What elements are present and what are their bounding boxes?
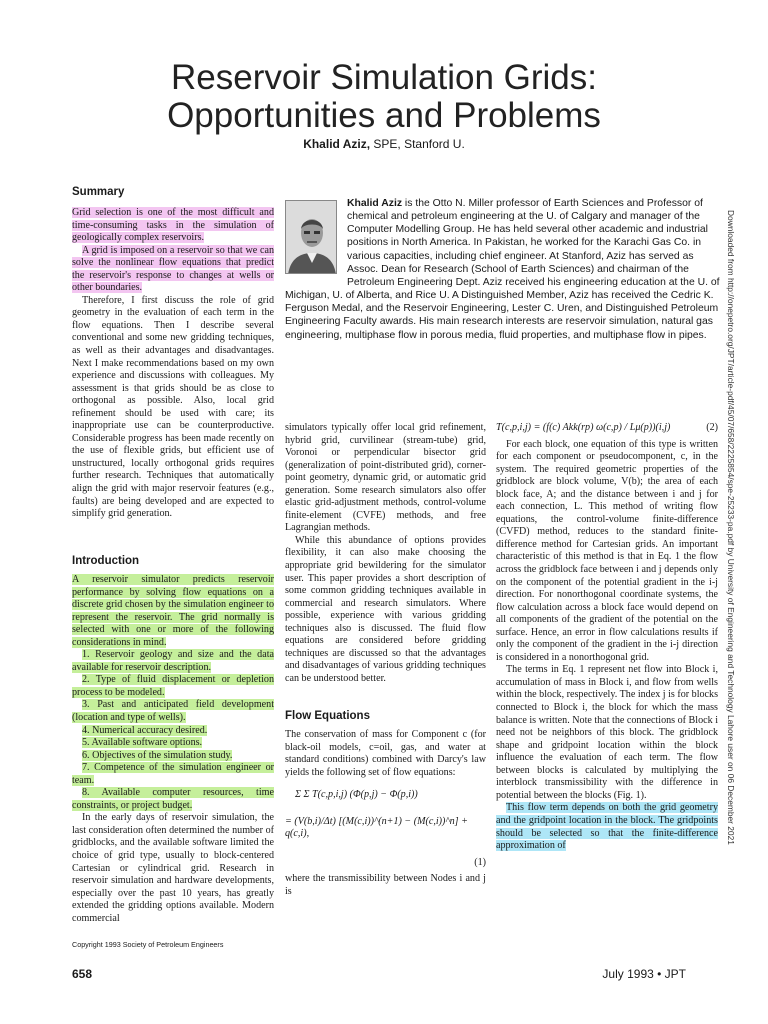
- intro-item-6: 6. Objectives of the simulation study.: [82, 749, 233, 761]
- page-number: 658: [72, 967, 93, 981]
- intro-item-8: 8. Available computer resources, time constraints, or project budget.: [72, 787, 274, 811]
- download-note: Downloaded from http://onepetro.org/JPT/article-pdf/45/07/658/2225854/spe-25233-pa.pdf by University of Engineering and Technology Lahore user on 06 December 2021: [726, 210, 736, 845]
- author-photo: [285, 200, 337, 274]
- byline: [0, 137, 768, 151]
- col2-p1: simulators typically offer local grid refinement, hybrid grid, curvilinear (stream-tube) grid, Voronoi or perpendicular bisector grid (generalization of point-distributed grid), corner-point geometry, dynamic grid, or automatic grid generation. Some research simulators also offer elastic grid-adjustment methods, control-volume finite-element (CVFE) methods, and free Lagrangian methods.: [285, 422, 486, 534]
- bio-name: Khalid Aziz: [347, 198, 403, 209]
- col3-p3: This flow term depends on both the grid geometry and the gridpoint location in the block. The gridpoints should be selected so that the finite-difference approximation of: [496, 802, 718, 852]
- col2-p4: where the transmissibility between Nodes i and j is: [285, 873, 486, 897]
- intro-item-2: 2. Type of fluid displacement or depletion process to be modeled.: [72, 674, 274, 698]
- author-name: Khalid Aziz,: [303, 137, 371, 151]
- intro-item-3: 3. Past and anticipated field development (location and type of wells).: [72, 699, 274, 724]
- intro-item-1: 1. Reservoir geology and size and the data available for reservoir description.: [72, 649, 274, 673]
- copyright: Copyright 1993 Society of Petroleum Engineers: [72, 940, 224, 949]
- column-2: [285, 422, 486, 685]
- intro-item-4: 4. Numerical accuracy desired.: [82, 724, 208, 736]
- introduction-column: [72, 574, 274, 925]
- column-3: [496, 422, 718, 853]
- intro-item-5: 5. Available software options.: [82, 737, 203, 749]
- summary-heading: Summary: [72, 186, 125, 198]
- intro-p2: In the early days of reservoir simulation, the last consideration often determined the number of gridblocks, and the available software limited the choice of grid type, usually to block-centered Cartesian or cylindrical grid. Research in reservoir simulation and hardware developments, especially over the past 10 years, has greatly extended the gridding options available. Modern commercial: [72, 812, 274, 924]
- intro-p1: A reservoir simulator predicts reservoir performance by solving flow equations on a discrete grid chosen by the simulation engineer to represent the reservoir. The grid normally is selected with one or more of the following considerations in mind.: [72, 574, 274, 648]
- summary-column: [72, 207, 274, 521]
- issue-label: July 1993 • JPT: [602, 967, 686, 981]
- col3-p2: The terms in Eq. 1 represent net flow into Block i, accumulation of mass in Block i, and flow from wells within the block, respectively. The index j is for blocks connected to Block i, the block for which the mass balance is written. Note that the connections of Block i need not be neighbors of this block. The gridblock shape and gridpoint location within the block influence the evaluation of each term. The flow between blocks is calculated by multiplying the interblock transmissibility with the difference in potential between the blocks (Fig. 1).: [496, 664, 719, 801]
- equation-2: T(c,p,i,j) = (f(c) Akk(rp) ω(c,p) / Lμ(p))(i,j): [496, 422, 671, 433]
- equation-1-rhs: = (V(b,i)/Δt) [(M(c,i))^(n+1) − (M(c,i))^n] + q(c,i),: [285, 815, 468, 840]
- title-line-1: Reservoir Simulation Grids:: [171, 58, 597, 97]
- intro-item-7: 7. Competence of the simulation engineer or team.: [72, 762, 274, 786]
- bio-text: is the Otto N. Miller professor of Earth Sciences and Professor of chemical and petroleum engineering at the U. of Calgary and manager of the Computer Modelling Group. He has held several other academic and industrial positions in North America. In Pakistan, he worked for the Karachi Gas Co. in various capacities, including chief engineer. At Stanford, Aziz has served as Assoc. Dean for Research (School of Earth Sciences) and chairman of the Petroleum Engineering Dept. Aziz received his engineering education at the U. of Michigan, U. of Alberta, and Rice U. A Distinguished Member, Aziz has received the Cedric K. Ferguson Medal, and the Reservoir Engineering, Lester C. Uren, and Distinguished Petroleum Engineering Faculty awards. His main research interests are reservoir simulation, natural gas engineering, multiphase flow in porous media, fluid properties, and multiphase flow in pipes.: [285, 198, 720, 341]
- equation-1-lhs: Σ Σ T(c,p,i,j) (Φ(p,j) − Φ(p,i)): [295, 789, 418, 801]
- summary-p1: Grid selection is one of the most difficult and time-consuming tasks in the simulation of geologically complex reservoirs.: [72, 207, 274, 244]
- author-bio: [285, 197, 725, 342]
- column-2-lower: [285, 729, 486, 898]
- col3-p1: For each block, one equation of this type is written for each component or pseudocomponent, c, in the system. The required geometric properties of the gridblock are block volume, V(b); the area of each block face, A; and the distance between i and j for each connection, L. This method of writing flow equations, the control-volume finite-difference (CVFD) method, reduces to the standard finite-difference method for Cartesian grids. An important characteristic of this method is that in Eq. 1 the flow across the gridblock face between i and j depends only on the component of the potential gradient in the i-j direction. For nonorthogonal coordinate systems, the flow calculation across a block face would depend on all components of the gradient of the potential on the surface. Hence, an error in flow calculations results if only the component of the gradient in the i-j direction is considered in a nonorthogonal grid.: [496, 438, 718, 663]
- equation-2-number: (2): [706, 422, 718, 433]
- author-affiliation: SPE, Stanford U.: [370, 137, 465, 151]
- introduction-heading: Introduction: [72, 555, 140, 567]
- col2-p2: While this abundance of options provides flexibility, it can also make choosing the appropriate grid bewildering for the simulator user. This paper provides a short description of some common gridding techniques available in commercial and research simulators. Where possible, experience with various gridding techniques also is discussed. The fluid flow equations are considered before gridding techniques are discussed so that the advantages and disadvantages of various gridding techniques can be understood better.: [285, 534, 486, 684]
- summary-p3: Therefore, I first discuss the role of grid geometry in the evaluation of each term in the flow equations. Then I describe several conventional and some new gridding techniques, as well as their advantages and disadvantages. Next I make recommendations based on my own experience and discussions with colleagues. My assessment is that grids should be as close to orthogonal as possible. Also, local grid refinement should be used with care; its inappropriate use can be counterproductive. Considerable progress has been made recently on the use of flexible grids, but efficient use of unstructured, locally orthogonal grids requires further research. Techniques that automatically align the grid with major reservoir features (e.g., faults) are being developed and are expected to simplify grid generation.: [72, 294, 274, 520]
- summary-p2: A grid is imposed on a reservoir so that we can solve the nonlinear flow equations that predict the reservoir's response to changes at wells or other boundaries.: [72, 244, 274, 294]
- flow-equations-heading: Flow Equations: [285, 710, 370, 722]
- title-line-2: Opportunities and Problems: [167, 96, 601, 135]
- equation-1-number: (1): [474, 856, 486, 868]
- col2-p3: The conservation of mass for Component c (for black-oil models, c=oil, gas, and water at standard conditions) combined with Darcy's law yields the following set of flow equations:: [285, 729, 486, 778]
